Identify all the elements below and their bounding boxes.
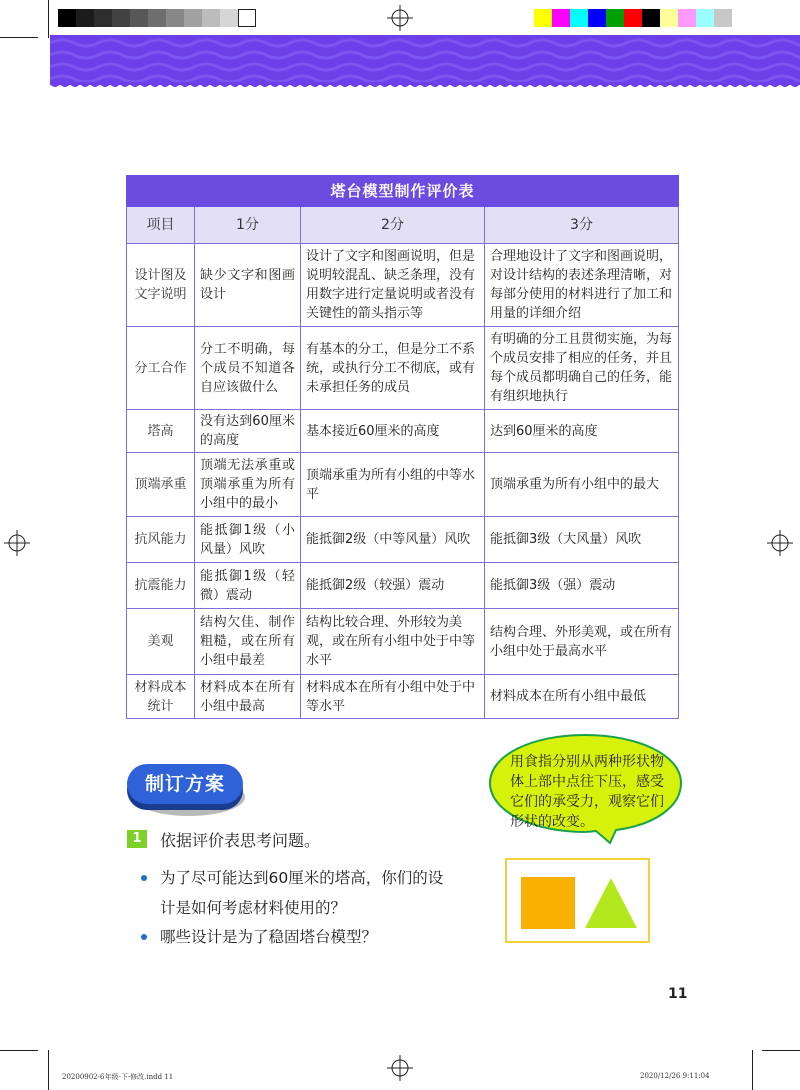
bullet-line: 计是如何考虑材料使用的？ <box>160 899 347 917</box>
row-item: 分工合作 <box>127 327 195 410</box>
color-swatch <box>714 9 732 27</box>
evaluation-table <box>126 175 679 719</box>
color-swatch <box>570 9 588 27</box>
color-bar <box>534 9 732 27</box>
color-swatch <box>202 9 220 27</box>
column-header: 1分 <box>195 207 301 244</box>
score-1-cell: 能抵御1级（小风量）风吹 <box>195 517 301 563</box>
row-item: 顶端承重 <box>127 453 195 517</box>
bullet-text <box>160 863 443 923</box>
table-row <box>127 453 679 517</box>
row-item: 塔高 <box>127 410 195 453</box>
table-row <box>127 244 679 327</box>
table-row <box>127 609 679 675</box>
registration-mark-icon <box>4 530 30 556</box>
bullet-text <box>160 922 377 952</box>
color-swatch <box>184 9 202 27</box>
header-band <box>50 35 800 85</box>
score-1-cell: 能抵御1级（轻微）震动 <box>195 563 301 609</box>
row-item: 设计图及文字说明 <box>127 244 195 327</box>
bullet-icon <box>141 934 147 940</box>
column-header: 2分 <box>301 207 485 244</box>
bullet-line: 哪些设计是为了稳固塔台模型？ <box>160 928 378 946</box>
score-2-cell: 基本接近60厘米的高度 <box>301 410 485 453</box>
row-item: 抗风能力 <box>127 517 195 563</box>
color-swatch <box>678 9 696 27</box>
color-swatch <box>696 9 714 27</box>
score-3-cell: 有明确的分工且贯彻实施，为每个成员安排了相应的任务，并且每个成员都明确自己的任务，能有组织地执行 <box>485 327 679 410</box>
color-swatch <box>624 9 642 27</box>
score-3-cell: 达到60厘米的高度 <box>485 410 679 453</box>
score-1-cell: 缺少文字和图画设计 <box>195 244 301 327</box>
color-swatch <box>76 9 94 27</box>
section-heading-label: 制订方案 <box>127 764 243 804</box>
row-item: 美观 <box>127 609 195 675</box>
table-row <box>127 675 679 719</box>
table-row <box>127 563 679 609</box>
score-1-cell: 顶端无法承重或顶端承重为所有小组中的最小 <box>195 453 301 517</box>
score-3-cell: 顶端承重为所有小组中的最大 <box>485 453 679 517</box>
row-item: 抗震能力 <box>127 563 195 609</box>
table-row <box>127 517 679 563</box>
crop-mark <box>0 37 38 38</box>
color-swatch <box>552 9 570 27</box>
color-swatch <box>642 9 660 27</box>
color-swatch <box>130 9 148 27</box>
question-number-badge: 1 <box>127 830 147 848</box>
bullet-line: 为了尽可能达到60厘米的塔高，你们的设 <box>160 869 444 887</box>
table-row <box>127 410 679 453</box>
score-2-cell: 材料成本在所有小组中处于中等水平 <box>301 675 485 719</box>
score-2-cell: 能抵御2级（中等风量）风吹 <box>301 517 485 563</box>
score-1-cell: 分工不明确，每个成员不知道各自应该做什么 <box>195 327 301 410</box>
score-2-cell: 有基本的分工，但是分工不系统，或执行分工不彻底，或有未承担任务的成员 <box>301 327 485 410</box>
score-2-cell: 结构比较合理、外形较为美观，或在所有小组中处于中等水平 <box>301 609 485 675</box>
color-swatch <box>166 9 184 27</box>
score-1-cell: 材料成本在所有小组中最高 <box>195 675 301 719</box>
page-number: 11 <box>668 986 688 1002</box>
color-swatch <box>220 9 238 27</box>
color-swatch <box>534 9 552 27</box>
crop-mark <box>48 0 49 38</box>
score-2-cell: 设计了文字和图画说明，但是说明较混乱、缺乏条理，没有用数字进行定量说明或者没有关键性的箭头指示等 <box>301 244 485 327</box>
table-row <box>127 327 679 410</box>
score-3-cell: 材料成本在所有小组中最低 <box>485 675 679 719</box>
color-swatch <box>606 9 624 27</box>
score-3-cell: 结构合理、外形美观，或在所有小组中处于最高水平 <box>485 609 679 675</box>
score-3-cell: 能抵御3级（大风量）风吹 <box>485 517 679 563</box>
color-swatch <box>148 9 166 27</box>
score-3-cell: 合理地设计了文字和图画说明，对设计结构的表述条理清晰，对每部分使用的材料进行了加工和用量的详细介绍 <box>485 244 679 327</box>
color-swatch <box>660 9 678 27</box>
table-title: 塔台模型制作评价表 <box>127 176 679 207</box>
score-2-cell: 顶端承重为所有小组的中等水平 <box>301 453 485 517</box>
timestamp-slug: 2020/12/26 9:11:04 <box>640 1072 710 1080</box>
color-swatch <box>94 9 112 27</box>
question-text: 依据评价表思考问题。 <box>160 831 321 850</box>
crop-mark <box>0 1050 38 1051</box>
score-3-cell: 能抵御3级（强）震动 <box>485 563 679 609</box>
triangle-shape <box>585 878 637 928</box>
registration-mark-icon <box>387 1055 413 1081</box>
bubble-text: 用食指分别从两种形状物体上部中点往下压，感受它们的承受力，观察它们形状的改变。 <box>510 754 664 830</box>
color-swatch <box>588 9 606 27</box>
row-item: 材料成本统计 <box>127 675 195 719</box>
header-band-scallop <box>50 82 800 90</box>
registration-mark-icon <box>387 5 413 31</box>
score-1-cell: 结构欠佳、制作粗糙，或在所有小组中最差 <box>195 609 301 675</box>
bullet-icon <box>141 875 147 881</box>
square-shape <box>521 877 575 929</box>
registration-mark-icon <box>767 530 793 556</box>
section-heading <box>127 760 252 818</box>
score-2-cell: 能抵御2级（较强）震动 <box>301 563 485 609</box>
crop-mark <box>752 1050 753 1090</box>
crop-mark <box>48 1050 49 1090</box>
file-slug: 20200902-6年级-下-修改.indd 11 <box>62 1073 174 1081</box>
color-swatch <box>238 9 256 27</box>
color-swatch <box>112 9 130 27</box>
grayscale-bar <box>58 9 256 27</box>
color-swatch <box>58 9 76 27</box>
crop-mark <box>762 1050 800 1051</box>
score-1-cell: 没有达到60厘米的高度 <box>195 410 301 453</box>
column-header: 3分 <box>485 207 679 244</box>
column-header: 项目 <box>127 207 195 244</box>
